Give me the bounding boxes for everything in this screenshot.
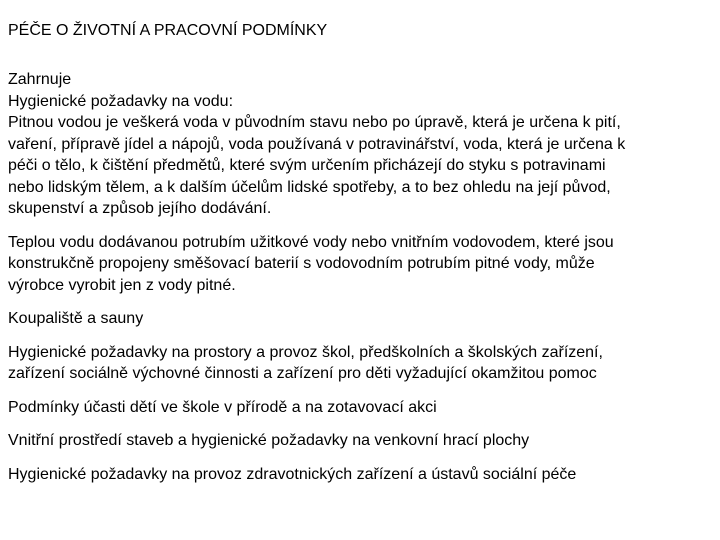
- text-line: zařízení sociálně výchovné činnosti a zařízení pro děti vyžadující okamžitou pomoc: [8, 365, 597, 382]
- text-line: Hygienické požadavky na vodu:: [8, 92, 234, 110]
- text-line: Podmínky účasti dětí ve škole v přírodě a na zotavovací akci: [8, 398, 437, 416]
- text-line: Hygienické požadavky na prostory a provoz škol, předškolních a školských zařízení,: [8, 343, 603, 361]
- paragraph-hot-water: [8, 232, 714, 297]
- paragraph-schools: [8, 342, 714, 385]
- text-line: výrobce vyrobit jen z vody pitné.: [8, 276, 236, 294]
- text-line: konstrukčně propojeny směšovací baterií s vodovodním potrubím pitné vody, může: [8, 255, 595, 272]
- text-line: Koupaliště a sauny: [8, 310, 144, 327]
- paragraph-pools-saunas: [8, 308, 714, 330]
- paragraph-water-requirements: [8, 69, 714, 220]
- text-line: skupenství a způsob jejího dodávání.: [8, 200, 272, 217]
- text-line: Hygienické požadavky na provoz zdravotnických zařízení a ústavů sociální péče: [8, 465, 577, 483]
- text-line: Pitnou vodou je veškerá voda v původním stavu nebo po úpravě, která je určena k pití,: [8, 114, 621, 131]
- text-line: Teplou vodu dodávanou potrubím užitkové vody nebo vnitřním vodovodem, které jsou: [8, 233, 614, 251]
- document-title: PÉČE O ŽIVOTNÍ A PRACOVNÍ PODMÍNKY: [8, 22, 328, 39]
- text-line: nebo lidským tělem, a k dalším účelům lidské spotřeby, a to bez ohledu na její původ,: [8, 178, 611, 196]
- paragraph-healthcare-facilities: [8, 464, 714, 486]
- paragraph-school-in-nature: [8, 397, 714, 419]
- text-line: Zahrnuje: [8, 71, 72, 88]
- text-line: vaření, přípravě jídel a nápojů, voda používaná v potravinářství, voda, která je určena k: [8, 135, 626, 153]
- text-line: Vnitřní prostředí staveb a hygienické požadavky na venkovní hrací plochy: [8, 432, 530, 449]
- paragraph-indoor-environment: [8, 430, 714, 452]
- text-line: péči o tělo, k čištění předmětů, které svým určením přicházejí do styku s potravinami: [8, 157, 606, 174]
- document-page: [8, 20, 714, 485]
